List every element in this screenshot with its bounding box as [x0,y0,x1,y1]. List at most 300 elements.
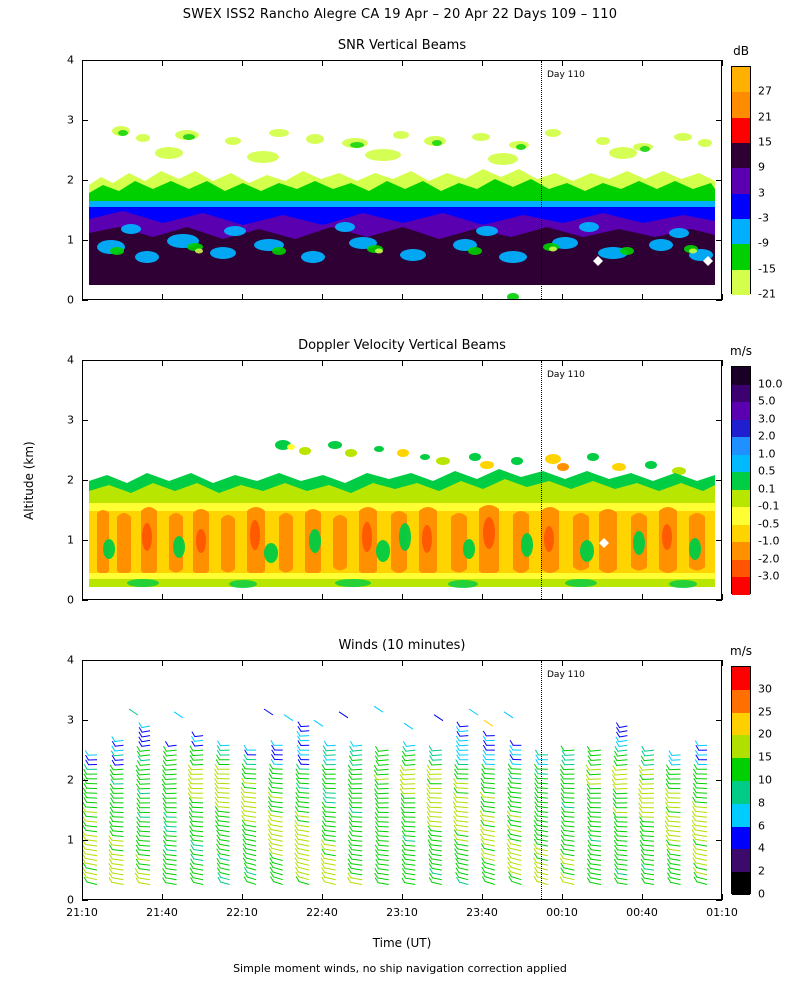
x-tick-mark [722,894,723,900]
wind-barb-flag [298,759,301,764]
wind-barb-flag [244,863,247,868]
wind-barb [350,882,362,884]
wind-barb-flag [376,746,379,751]
wind-barb [376,779,388,780]
wind-barb [617,836,628,837]
wind-barb-flag [163,868,166,873]
wind-barb-flag [561,844,564,849]
wind-barb-flag [375,751,378,756]
wind-barb [405,760,416,761]
wind-barb-flag [402,845,405,850]
wind-barb [352,765,362,766]
wind-barb-flag [427,769,430,774]
wind-barb [615,789,627,790]
wind-barb [590,878,601,880]
wind-barb-flag [534,816,537,821]
wind-barb [298,839,310,841]
wind-barb [564,755,574,756]
wind-barb [351,864,363,866]
wind-barb [510,844,521,847]
y-tick-label: 1 [67,233,74,247]
colorbar-segment [732,542,750,560]
wind-barb-flag [588,873,591,878]
wind-barb [668,802,681,803]
y-tick-mark [716,600,722,601]
wind-barb [615,774,628,775]
wind-barb-flag [481,806,484,811]
wind-barb [271,802,283,803]
wind-barb-flag [83,867,86,872]
colorbar-segment [732,367,750,385]
wind-barb-flag [535,783,538,788]
wind-barb-flag [190,863,193,868]
colorbar-segment [732,781,750,804]
wind-barb [272,773,283,774]
wind-barb [695,858,707,861]
y-tick-mark [82,600,88,601]
x-tick-label: 00:10 [546,906,578,919]
x-tick-mark [482,594,483,600]
x-tick-mark [162,60,163,66]
wind-barb-flag [270,853,273,858]
wind-barb [644,869,654,870]
wind-barb-flag [296,769,299,774]
wind-barb-flag [268,820,271,825]
wind-barb-flag [349,849,352,854]
x-tick-label: 00:40 [626,906,658,919]
wind-barb [325,835,336,836]
wind-barb-flag [270,764,273,769]
wind-barb [220,873,230,875]
wind-barb [537,797,548,798]
wind-barb-flag [109,877,112,882]
wind-barb [352,831,362,832]
wind-barb-flag [693,867,696,872]
wind-barb [219,835,230,837]
wind-barb-flag [192,736,195,741]
wind-barb-flag [110,802,113,807]
wind-barb-flag [507,825,510,830]
wind-barb-flag [295,806,298,811]
wind-barb [325,812,336,813]
wind-barb [403,784,416,785]
wind-barb-flag [350,741,353,746]
wind-barb-flag [401,807,404,812]
wind-barb [590,831,601,832]
wind-barb [325,816,336,817]
wind-barb [537,816,548,817]
wind-barb [193,882,203,884]
colorbar-segment [732,560,750,578]
wind-barb-flag [692,830,695,835]
wind-barb [378,836,389,837]
wind-barb [219,854,229,856]
wind-barb [114,750,123,751]
wind-barb [642,826,654,827]
wind-barb [510,839,521,841]
wind-barb-flag [694,863,697,868]
wind-barb [353,745,362,746]
wind-barb [591,840,601,841]
wind-barb [271,783,283,784]
y-tick-mark [82,300,88,301]
wind-barb [432,864,442,866]
wind-barb-flag [348,873,351,878]
wind-barb [431,765,442,766]
wind-barb-flag [429,863,432,868]
wind-barb-flag [217,755,220,760]
wind-barb [351,840,362,841]
wind-barb [405,765,416,766]
x-tick-mark [722,594,723,600]
x-tick-label: 23:40 [466,906,498,919]
y-tick-mark [82,120,88,121]
wind-barb [298,853,310,856]
wind-barb [668,840,680,842]
x-tick-mark [242,360,243,366]
wind-barb [644,859,654,860]
wind-barb-flag [139,741,142,746]
wind-barb [431,835,442,836]
wind-barb [670,878,681,880]
wind-barb-flag [665,788,668,793]
wind-barb-flag [215,769,218,774]
colorbar-tick-label: 15 [758,750,772,764]
wind-barb [404,855,415,856]
wind-barb-flag [216,816,219,821]
wind-barb [378,869,389,870]
x-tick-mark [722,60,723,66]
wind-barb [619,745,628,746]
wind-barb-flag [242,783,245,788]
wind-barb-flag [271,740,274,745]
wind-barb-flag [456,872,459,877]
wind-barb-flag [507,843,510,848]
wind-barb [431,859,442,861]
wind-barb-flag [508,797,511,802]
wind-barb [456,825,468,827]
wind-barb [617,883,627,885]
wind-barb [668,812,680,813]
wind-barb-flag [243,834,246,839]
wind-barb [86,816,97,817]
wind-barb-flag [136,836,139,841]
wind-barb-flag [190,868,193,873]
colorbar-tick-label: 3 [758,186,765,200]
wind-barb [339,712,348,718]
wind-barb [643,850,654,851]
wind-barb-flag [163,817,166,822]
wind-barb-flag [269,778,272,783]
wind-barb-flag [295,844,298,849]
wind-barb [374,706,383,712]
y-tick-mark [716,540,722,541]
wind-barb [112,850,124,851]
wind-barb-flag [693,834,696,839]
wind-barb [192,831,203,832]
wind-barb-flag [510,740,513,745]
wind-barb [217,802,229,803]
wind-barb [298,811,310,812]
wind-barb-flag [321,844,324,849]
wind-barb-flag [215,806,218,811]
wind-barb [112,836,123,837]
wind-barb [484,802,495,803]
wind-barb [644,750,654,751]
y-tick-mark [82,900,88,901]
wind-barb [457,793,469,794]
wind-barb-flag [271,759,274,764]
colorbar-segment [732,194,750,219]
wind-barb [85,863,97,865]
wind-barb-flag [561,793,564,798]
wind-barb-flag [588,831,591,836]
x-tick-mark [722,294,723,300]
panel-winds-title: Winds (10 minutes) [338,638,466,653]
wind-barb-flag [666,765,669,770]
x-tick-mark [482,660,483,666]
wind-barb [138,873,150,875]
wind-barb [404,864,415,865]
wind-barb [378,755,389,756]
wind-barb-flag [139,737,142,742]
wind-barb-flag [191,878,194,883]
wind-barb-flag [84,769,87,774]
wind-barb [484,778,495,779]
wind-barb [85,872,97,875]
y-tick-label: 3 [67,713,74,727]
y-tick-mark [82,240,88,241]
wind-barb-flag [428,830,431,835]
wind-barb [484,858,495,861]
wind-barb-flag [508,857,511,862]
wind-barb-flag [375,812,378,817]
wind-barb [432,878,442,880]
wind-barb [166,855,177,856]
wind-barb [140,755,150,756]
wind-barb-flag [510,745,513,750]
wind-barb [484,774,495,775]
wind-barb-flag [616,723,619,728]
wind-barb [405,755,416,756]
colorbar-tick-label: 4 [758,841,765,855]
wind-barb [697,877,708,880]
wind-barb [457,844,469,846]
wind-barb [352,822,363,823]
wind-barb [193,873,204,875]
wind-barb [377,878,389,880]
wind-barb-flag [243,853,246,858]
wind-barb-flag [615,746,618,751]
day-boundary-line-winds [541,661,542,899]
wind-barb-flag [481,848,484,853]
wind-barb-flag [349,821,352,826]
wind-barb [563,863,575,865]
wind-barb-flag [190,746,193,751]
wind-barb [642,845,654,846]
figure-footnote: Simple moment winds, no ship navigation correction applied [233,962,567,975]
wind-barb-flag [215,802,218,807]
wind-barb [564,845,575,847]
wind-barb-flag [481,844,484,849]
wind-barb-flag [322,821,325,826]
wind-barb-flag [349,812,352,817]
wind-barb-flag [453,778,456,783]
x-tick-mark [82,594,83,600]
wind-barb [85,826,97,827]
wind-barb [272,853,283,856]
wind-barb [537,783,548,784]
x-tick-mark [562,294,563,300]
wind-barb-flag [641,859,644,864]
y-tick-mark [82,420,88,421]
wind-barb [589,769,601,770]
colorbar-segment [732,385,750,403]
wind-barb [219,863,229,865]
wind-barb-flag [561,746,564,751]
wind-barb-flag [641,756,644,761]
wind-barb-flag [694,764,697,769]
wind-barb [484,853,495,856]
wind-barb-flag [241,801,244,806]
wind-barb-flag [482,872,485,877]
wind-barb-flag [534,876,537,881]
wind-barb-flag [296,788,299,793]
wind-barb-flag [403,873,406,878]
colorbar-tick-label: 25 [758,705,772,719]
wind-barb [140,765,150,766]
y-tick-label: 4 [67,353,74,367]
wind-barb [86,802,97,803]
wind-barb-flag [217,863,220,868]
wind-barb [509,848,521,851]
wind-barb [193,868,203,870]
wind-barb [642,836,654,837]
wind-barb [617,855,628,856]
wind-barb [617,845,628,846]
wind-barb [670,864,681,866]
wind-barb [510,834,521,836]
x-tick-mark [482,294,483,300]
wind-barb [297,816,309,818]
wind-barb [504,712,513,718]
wind-barb [563,882,575,885]
wind-barb-flag [639,779,642,784]
wind-barb [563,849,574,851]
wind-barb-flag [480,834,483,839]
colorbar-tick-label: 3.0 [758,412,776,426]
wind-barb [324,830,335,831]
wind-barb [166,831,176,832]
wind-barb-flag [163,840,166,845]
x-tick-mark [482,894,483,900]
wind-barb-flag [112,746,115,751]
wind-barb-flag [588,840,591,845]
wind-barb [272,778,283,779]
wind-barb [564,812,575,813]
wind-barb-flag [642,746,645,751]
wind-barb [537,793,548,794]
wind-barb [484,792,495,793]
wind-barb [510,867,521,870]
wind-barb [193,864,203,866]
wind-barb-flag [456,727,459,732]
wind-barb [617,750,627,751]
wind-barb-flag [139,723,142,728]
wind-barb-flag [375,756,378,761]
wind-barb [192,812,203,813]
wind-barb [668,817,680,818]
wind-barb [617,864,628,865]
wind-barb-flag [111,751,114,756]
wind-barb-flag [244,745,247,750]
wind-barb-flag [641,873,644,878]
wind-barb-flag [588,864,591,869]
colorbar-tick-label: 5.0 [758,394,776,408]
wind-barb-flag [456,760,459,765]
wind-barb [695,830,707,832]
wind-barb-flag [560,877,563,882]
wind-barb [218,830,230,832]
colorbar-segment [732,827,750,850]
wind-barb [298,802,309,803]
wind-barb [378,855,389,856]
wind-barb-flag [321,858,324,863]
wind-barb [298,807,309,808]
wind-barb-flag [322,825,325,830]
x-tick-mark [722,360,723,366]
wind-barb-flag [588,845,591,850]
wind-barb [430,821,442,822]
wind-barb [432,760,442,761]
wind-barb [193,845,203,846]
wind-barb [460,726,469,727]
colorbar-segment [732,67,750,92]
wind-barb [326,802,336,803]
wind-barb-flag [669,755,672,760]
x-tick-mark [562,660,563,666]
wind-barb-flag [666,779,669,784]
wind-barb-flag [164,831,167,836]
wind-barb-flag [348,840,351,845]
wind-barb [590,882,601,884]
wind-barb [166,760,177,761]
wind-barb-flag [110,826,113,831]
colorbar-segment [732,758,750,781]
colorbar-tick-label: 21 [758,110,772,124]
wind-barb [564,802,575,803]
wind-barb [511,783,522,784]
wind-barb [351,854,362,855]
wind-barb-flag [322,839,325,844]
panel-doppler [82,338,722,600]
wind-barb [377,769,389,770]
wind-barb [616,760,627,761]
wind-barb-flag [109,835,112,840]
wind-barb [193,840,204,841]
wind-barb-flag [297,731,300,736]
wind-barb [192,807,203,808]
wind-barb [484,720,493,726]
wind-barb [456,797,469,798]
wind-barb [244,802,256,803]
y-tick-mark [716,180,722,181]
x-tick-mark [642,60,643,66]
x-tick-mark [482,360,483,366]
wind-barb [351,817,362,818]
wind-barb [85,835,98,837]
wind-barb [564,830,575,831]
